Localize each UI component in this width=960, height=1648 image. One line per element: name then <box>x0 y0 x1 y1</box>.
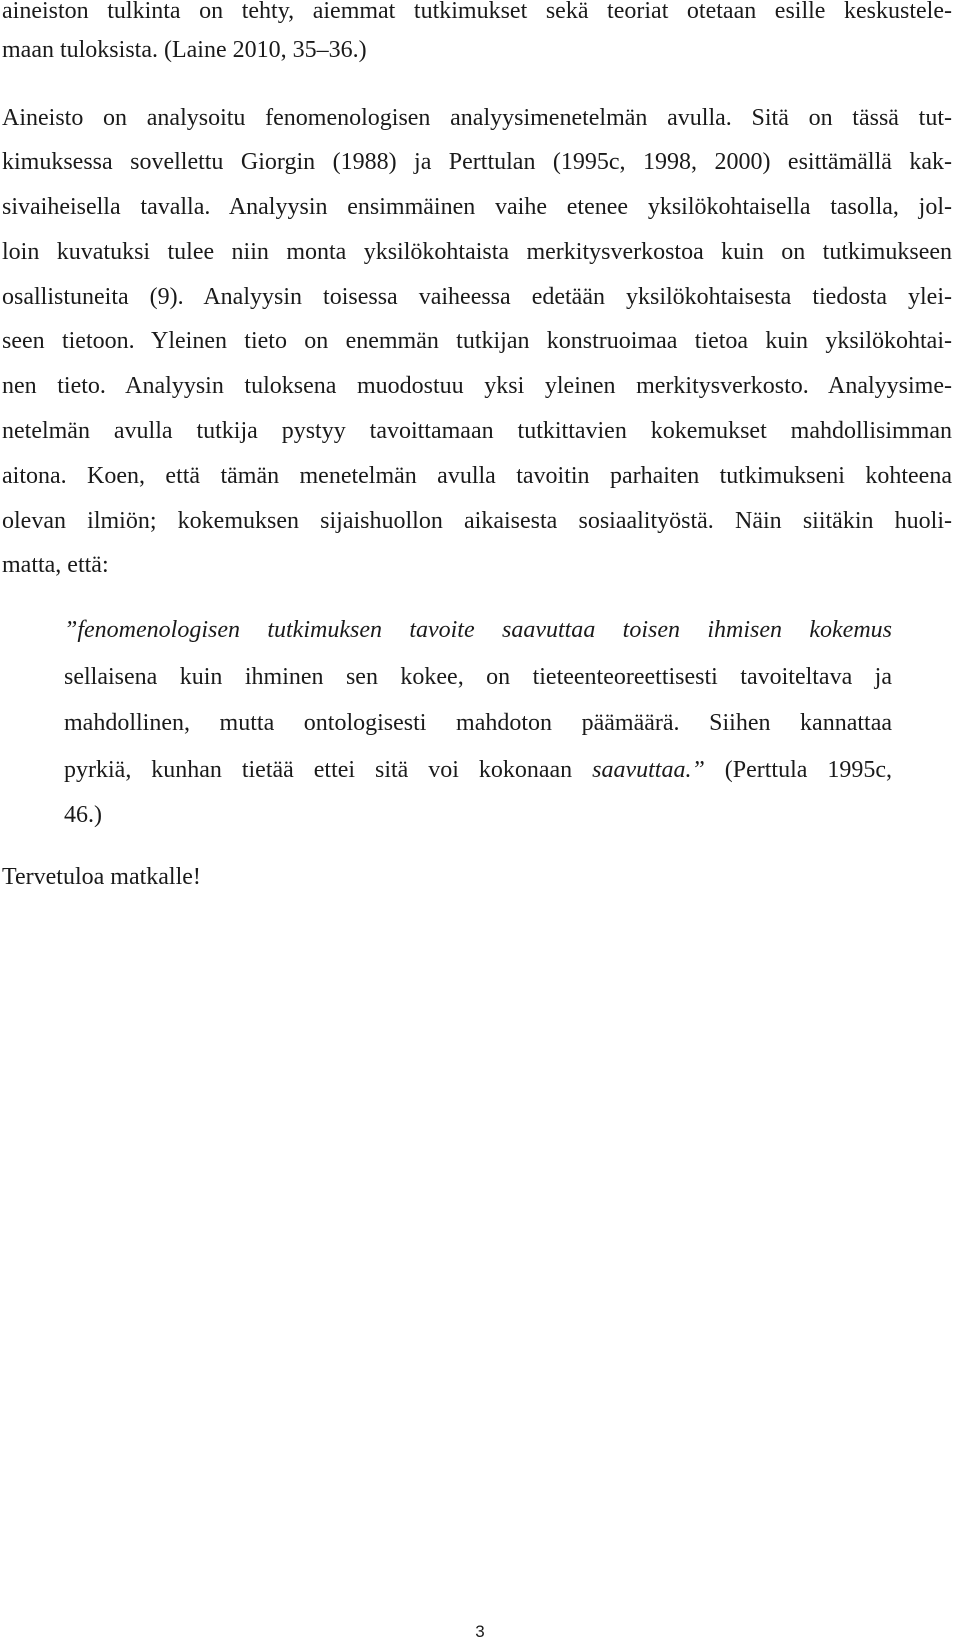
paragraph-2-line-6: seen tietoon. Yleinen tieto on enemmän tutkijan konstruoimaa tietoa kuin yksilökohtai- <box>2 328 952 354</box>
paragraph-1-line-1: aineiston tulkinta on tehty, aiemmat tutkimukset sekä teoriat otetaan esille keskustele- <box>2 0 952 24</box>
quote-line-1-text: ”fenomenologisen tutkimuksen tavoite saavuttaa toisen ihmisen kokemus <box>64 617 892 643</box>
paragraph-2-line-8: netelmän avulla tutkija pystyy tavoittamaan tutkittavien kokemukset mahdollisimman <box>2 418 952 444</box>
quote-line-2: sellaisena kuin ihminen sen kokee, on tieteenteoreettisesti tavoiteltava ja <box>64 664 892 690</box>
quote-line-1 <box>64 615 892 645</box>
paragraph-2-line-5: osallistuneita (9). Analyysin toisessa vaiheessa edetään yksilökohtaisesta tiedosta ylei- <box>2 284 952 310</box>
paragraph-2-line-4: loin kuvatuksi tulee niin monta yksilökohtaista merkitysverkostoa kuin on tutkimukseen <box>2 239 952 265</box>
quote-line-4-before: pyrkiä, kunhan tietää ettei sitä voi kokonaan <box>64 757 593 783</box>
quote-line-4-after: (Perttula 1995c, <box>704 757 892 783</box>
paragraph-1-line-2: maan tuloksista. (Laine 2010, 35–36.) <box>2 37 367 63</box>
quote-line-4 <box>64 755 892 785</box>
quote-line-3: mahdollinen, mutta ontologisesti mahdoton päämäärä. Siihen kannattaa <box>64 710 892 736</box>
quote-line-4-italic: saavuttaa.” <box>592 757 705 783</box>
closing-line: Tervetuloa matkalle! <box>2 864 201 890</box>
paragraph-2-line-2: kimuksessa sovellettu Giorgin (1988) ja Perttulan (1995c, 1998, 2000) esittämällä kak- <box>2 149 952 175</box>
paragraph-2-line-10: olevan ilmiön; kokemuksen sijaishuollon aikaisesta sosiaalityöstä. Näin siitäkin huoli- <box>2 508 952 534</box>
paragraph-2-line-3: sivaiheisella tavalla. Analyysin ensimmäinen vaihe etenee yksilökohtaisella tasolla, jol- <box>2 194 952 220</box>
paragraph-2-line-7: nen tieto. Analyysin tuloksena muodostuu yksi yleinen merkitysverkosto. Analyysime- <box>2 373 952 399</box>
page-number: 3 <box>475 1622 485 1641</box>
quote-line-5: 46.) <box>64 802 102 828</box>
paragraph-2-line-11: matta, että: <box>2 552 109 578</box>
paragraph-2-line-9: aitona. Koen, että tämän menetelmän avulla tavoitin parhaiten tutkimukseni kohteena <box>2 463 952 489</box>
paragraph-2-line-1: Aineisto on analysoitu fenomenologisen analyysimenetelmän avulla. Sitä on tässä tut- <box>2 105 952 131</box>
